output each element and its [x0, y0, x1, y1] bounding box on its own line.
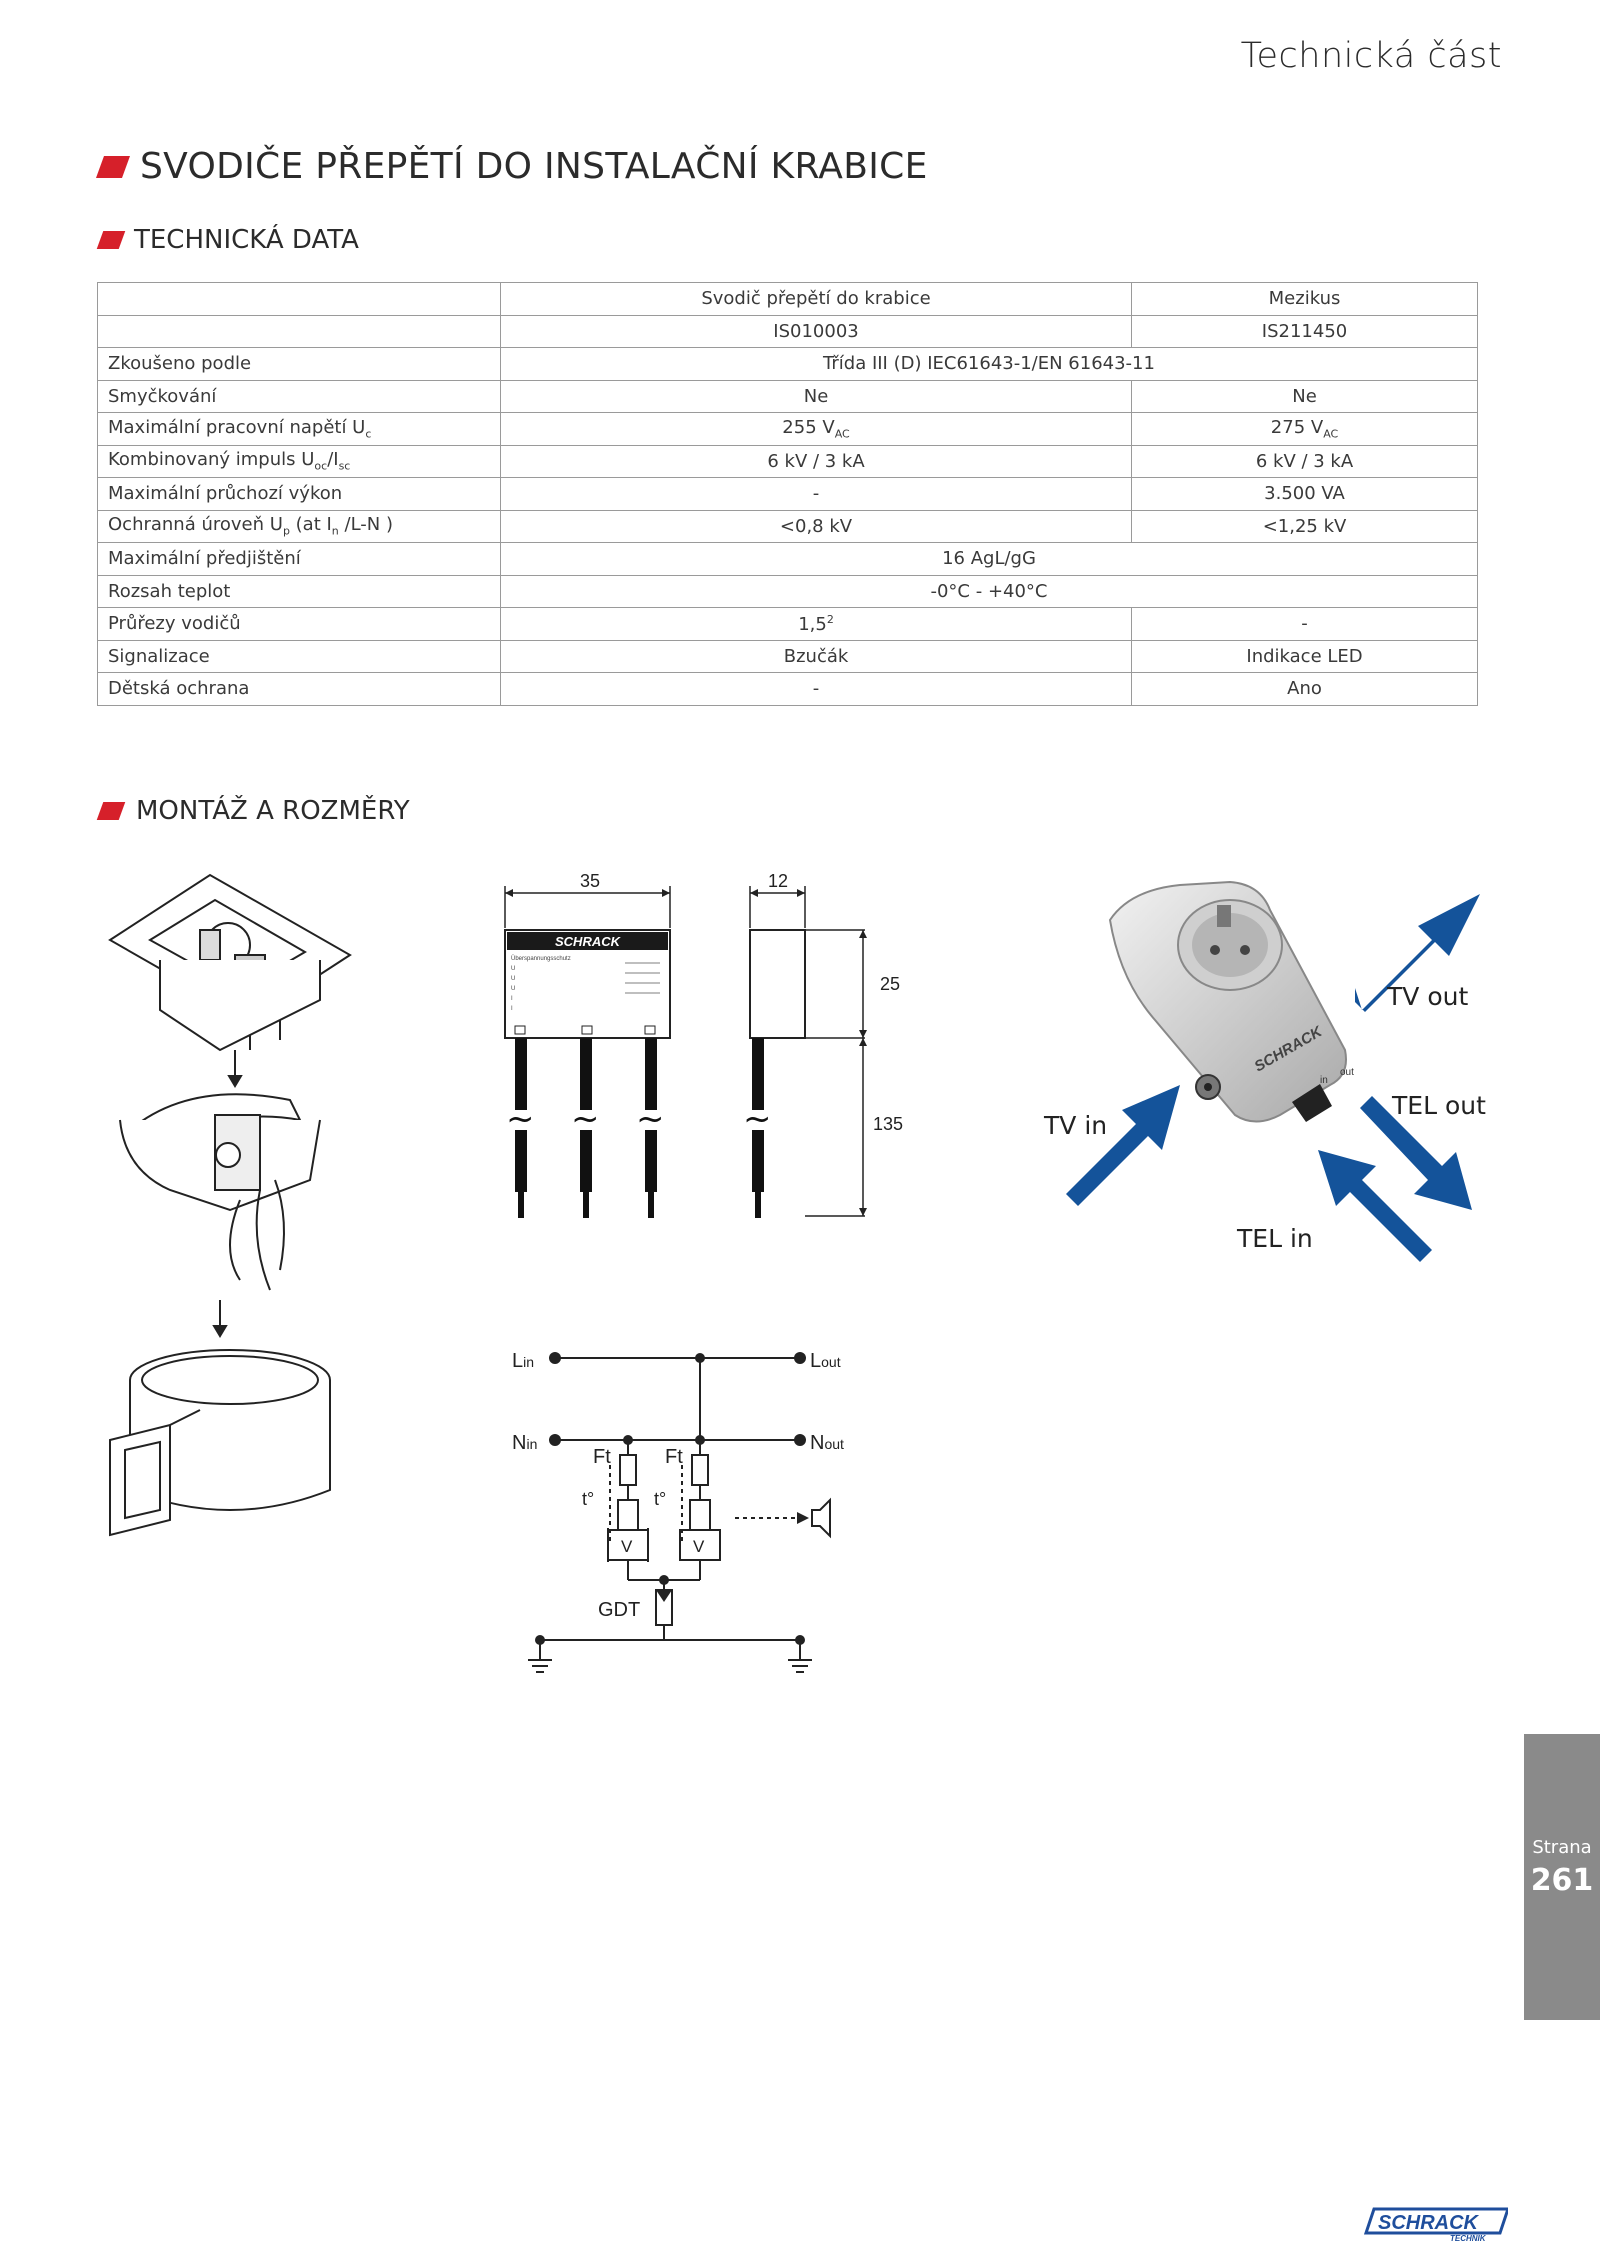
tech-data-heading-text: TECHNICKÁ DATA [134, 225, 359, 255]
svg-text:Nin [512, 1432, 537, 1454]
label-v2: V [693, 1537, 705, 1556]
table-row [98, 413, 1478, 446]
tech-data-table [97, 282, 1478, 706]
dim-height: 25 [880, 974, 901, 994]
tech-data-heading [100, 225, 359, 255]
label-ft1: Ft [593, 1446, 611, 1468]
svg-text:~: ~ [506, 1099, 535, 1139]
label-ft2: Ft [665, 1446, 683, 1468]
table-row [98, 543, 1478, 576]
svg-text:Lin [512, 1350, 534, 1372]
table-cell: - [501, 478, 1132, 511]
schrack-logo [1362, 2207, 1508, 2243]
label-tv-in: TV in [1044, 1111, 1108, 1140]
table-cell: $1,5^2$ [501, 608, 1132, 641]
section-title-text: SVODIČE PŘEPĚTÍ DO INSTALAČNÍ KRABICE [140, 146, 928, 187]
table-row [98, 380, 1478, 413]
table-row [98, 510, 1478, 543]
device-label-line: U [511, 966, 516, 972]
table-cell: Bzučák [501, 640, 1132, 673]
page-header-title: Technická část [1240, 36, 1502, 76]
table-row [98, 445, 1478, 478]
table-header-row [98, 283, 1478, 316]
mounting-heading-text: MONTÁŽ A ROZMĚRY [136, 796, 410, 826]
dim-width: 35 [579, 871, 601, 891]
label-tv-out: TV out [1387, 982, 1469, 1011]
table-row-label: Kombinovaný impuls $U_{oc}/I_{sc}$ [98, 445, 501, 478]
label-l-out: L [810, 1350, 822, 1372]
svg-text:~: ~ [743, 1099, 772, 1139]
table-cell: Indikace LED [1132, 640, 1478, 673]
table-cell: 6 kV / 3 kA [1132, 445, 1478, 478]
port-in-label: in [1320, 1075, 1328, 1086]
page-label: Strana [1532, 1837, 1592, 1858]
table-row-label: Rozsah teplot [98, 575, 501, 608]
table-row [98, 673, 1478, 706]
label-v1: V [621, 1537, 633, 1556]
logo-brand: SCHRACK [1378, 2212, 1478, 2234]
table-cell: - [501, 673, 1132, 706]
red-bullet-icon [97, 802, 126, 820]
table-cell: Ne [1132, 380, 1478, 413]
table-cell: 6 kV / 3 kA [501, 445, 1132, 478]
arrow-tel-in-icon [1318, 1150, 1432, 1262]
table-row [98, 348, 1478, 381]
red-bullet-icon [97, 231, 126, 249]
adapter-brand: SCHRACK [1251, 1023, 1325, 1076]
logo-sub: TECHNIK [1450, 2234, 1486, 2243]
svg-text:~: ~ [571, 1099, 600, 1139]
page-number: 261 [1530, 1863, 1594, 1898]
adapter-photo [1030, 870, 1530, 1270]
table-code-row [98, 315, 1478, 348]
table-code-cell: IS010003 [501, 315, 1132, 348]
table-row [98, 575, 1478, 608]
label-l-in: L [512, 1350, 524, 1372]
table-row [98, 608, 1478, 641]
table-cell: - [1132, 608, 1478, 641]
label-t2: t° [654, 1489, 667, 1509]
table-row [98, 640, 1478, 673]
table-cell: <1,25 kV [1132, 510, 1478, 543]
label-n-out-sub: out [824, 1436, 844, 1452]
table-cell: 255 $V_{AC}$ [501, 413, 1132, 446]
dim-depth: 12 [767, 871, 789, 891]
installation-drawing [100, 870, 380, 1550]
table-row-label: Průřezy vodičů [98, 608, 501, 641]
svg-text:Lout [810, 1350, 841, 1372]
device-label-line: U [511, 986, 516, 992]
table-cell: <0,8 kV [501, 510, 1132, 543]
dimension-drawing [495, 868, 935, 1228]
label-tel-in: TEL in [1237, 1224, 1313, 1253]
table-cell: Třída III (D) IEC61643-1/EN 61643-11 [501, 348, 1478, 381]
table-row-label: Dětská ochrana [98, 673, 501, 706]
table-row [98, 478, 1478, 511]
svg-text:Nout [810, 1432, 844, 1454]
table-cell: 3.500 VA [1132, 478, 1478, 511]
label-n-in-sub: in [526, 1436, 538, 1452]
arrow-tv-in-icon [1066, 1085, 1180, 1206]
table-row-label: Zkoušeno podle [98, 348, 501, 381]
label-l-in-sub: in [523, 1354, 535, 1370]
device-brand: SCHRACK [555, 934, 620, 949]
circuit-schematic [500, 1340, 860, 1690]
page-number-tab [1524, 1734, 1600, 2020]
label-t1: t° [582, 1489, 595, 1509]
device-label-line: I [511, 1006, 513, 1012]
table-row-label: Smyčkování [98, 380, 501, 413]
red-bullet-icon [96, 156, 130, 178]
table-row-label: Ochranná úroveň $U_p$ (at $I_n$ /L-N ) [98, 510, 501, 543]
dim-lead-length: 135 [873, 1114, 904, 1134]
table-header-cell: Mezikus [1132, 283, 1478, 316]
table-row-label: Maximální průchozí výkon [98, 478, 501, 511]
table-header-cell: Svodič přepětí do krabice [501, 283, 1132, 316]
table-cell: Ne [501, 380, 1132, 413]
table-row-label: Maximální pracovní napětí $U_c$ [98, 413, 501, 446]
table-cell [98, 315, 501, 348]
section-title [100, 146, 928, 187]
table-cell: 16 AgL/gG [501, 543, 1478, 576]
mounting-heading [100, 796, 410, 826]
device-label-line: Überspannungsschutz [511, 956, 571, 962]
port-out-label: out [1340, 1067, 1354, 1078]
table-code-cell: IS211450 [1132, 315, 1478, 348]
table-row-label: Maximální předjištění [98, 543, 501, 576]
table-cell: 275 $V_{AC}$ [1132, 413, 1478, 446]
label-gdt: GDT [598, 1599, 641, 1621]
table-cell [98, 283, 501, 316]
label-n-out: N [810, 1432, 825, 1454]
table-row-label: Signalizace [98, 640, 501, 673]
label-tel-out: TEL out [1392, 1091, 1486, 1120]
label-l-out-sub: out [821, 1354, 841, 1370]
label-n-in: N [512, 1432, 527, 1454]
table-cell: -0°C - +40°C [501, 575, 1478, 608]
table-cell: Ano [1132, 673, 1478, 706]
device-label-line: U [511, 976, 516, 982]
device-label-line: I [511, 996, 513, 1002]
svg-text:~: ~ [636, 1099, 665, 1139]
